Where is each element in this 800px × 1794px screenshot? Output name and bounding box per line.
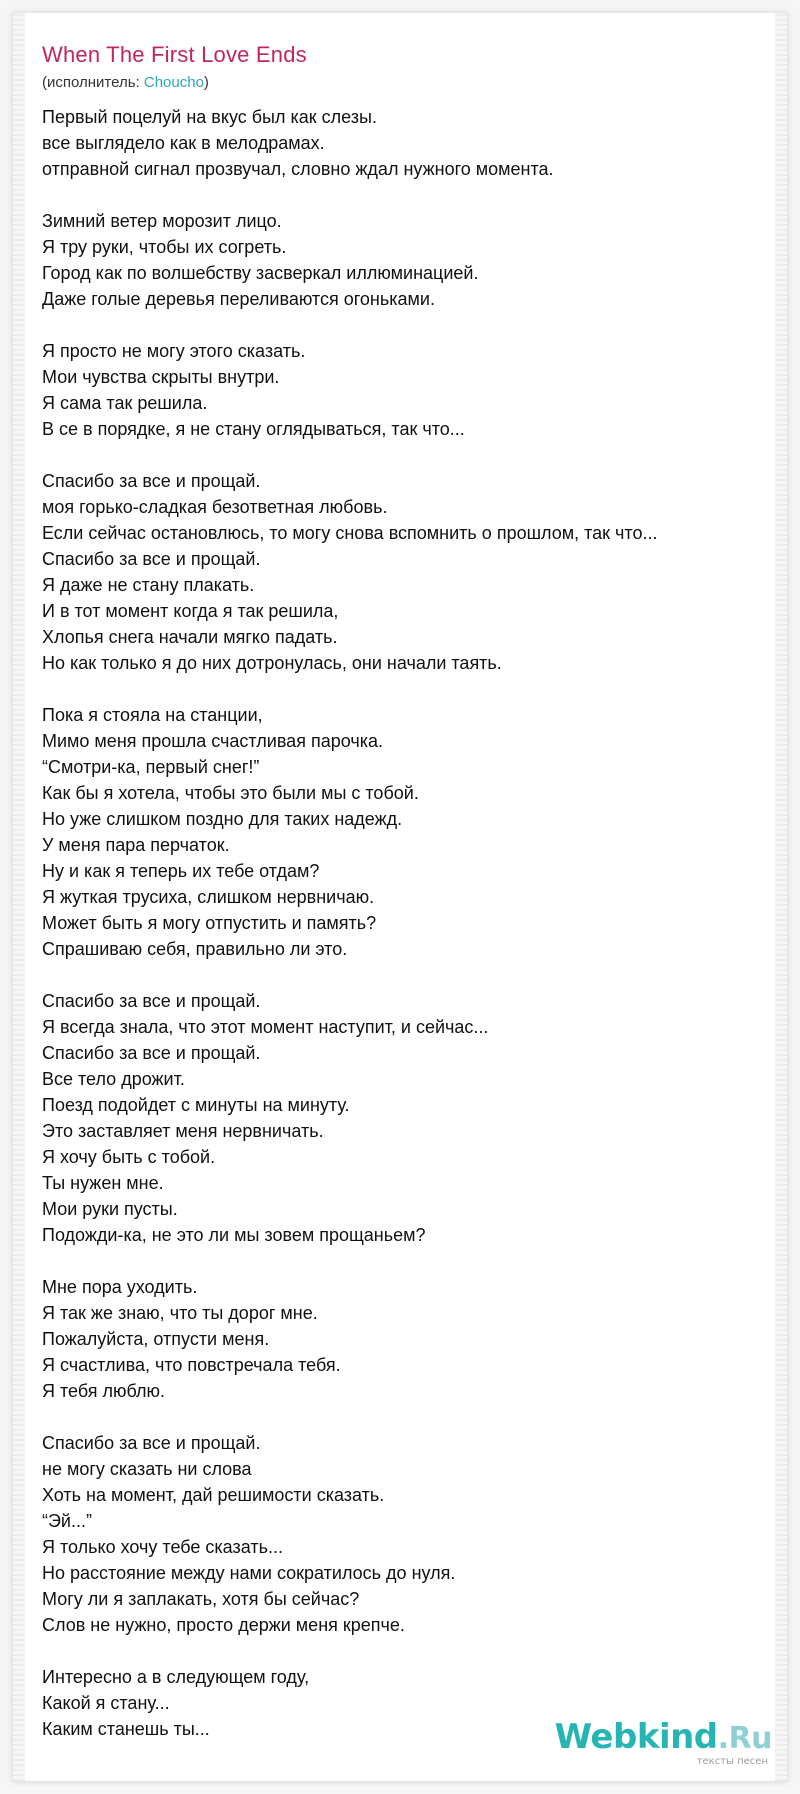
lyrics-line: Спасибо за все и прощай.: [42, 1043, 261, 1063]
lyrics-line: Но уже слишком поздно для таких надежд.: [42, 809, 403, 829]
lyrics-line: Но расстояние между нами сократилось до нуля.: [42, 1563, 456, 1583]
lyrics-stanza: [42, 468, 762, 676]
site-logo[interactable]: [554, 1717, 772, 1768]
logo-tagline: тексты песен: [696, 1756, 768, 1767]
lyrics-line: Спасибо за все и прощай.: [42, 991, 261, 1011]
artist-suffix: ): [203, 74, 209, 91]
right-edge-decoration: [775, 13, 787, 1781]
lyrics-line: Поезд подойдет с минуты на минуту.: [42, 1095, 350, 1115]
logo-wordmark: [554, 1717, 772, 1757]
lyrics-line: Пока я стояла на станции,: [42, 705, 263, 725]
lyrics-line: Я даже не стану плакать.: [42, 575, 255, 595]
lyrics-line: Ну и как я теперь их тебе отдам?: [42, 861, 320, 881]
lyrics-line: Спрашиваю себя, правильно ли это.: [42, 939, 348, 959]
lyrics-line: Хлопья снега начали мягко падать.: [42, 627, 338, 647]
lyrics-stanza: [42, 338, 762, 442]
lyrics-line: Спасибо за все и прощай.: [42, 549, 261, 569]
lyrics-line: моя горько-сладкая безответная любовь.: [42, 497, 388, 517]
lyrics-line: Город как по волшебству засверкал иллюминацией.: [42, 263, 479, 283]
lyrics-line: Все тело дрожит.: [42, 1069, 185, 1089]
lyrics-line: Я тебя люблю.: [42, 1381, 166, 1401]
lyrics-line: “Смотри-ка, первый снег!”: [42, 757, 260, 777]
lyrics-stanza: [42, 208, 762, 312]
lyrics-line: не могу сказать ни слова: [42, 1459, 252, 1479]
lyrics-line: все выглядело как в мелодрамах.: [42, 133, 325, 153]
lyrics-body: [42, 104, 762, 1768]
lyrics-line: У меня пара перчаток.: [42, 835, 230, 855]
lyrics-line: Могу ли я заплакать, хотя бы сейчас?: [42, 1589, 360, 1609]
lyrics-line: Как бы я хотела, чтобы это были мы с тобой.: [42, 783, 419, 803]
artist-link[interactable]: Choucho: [143, 74, 204, 91]
lyrics-line: Даже голые деревья переливаются огоньками.: [42, 289, 435, 309]
lyrics-line: Пожалуйста, отпусти меня.: [42, 1329, 270, 1349]
lyrics-line: Интересно а в следующем году,: [42, 1667, 310, 1687]
lyrics-line: Подожди-ка, не это ли мы зовем прощаньем?: [42, 1225, 426, 1245]
lyrics-line: Спасибо за все и прощай.: [42, 1433, 261, 1453]
lyrics-line: Может быть я могу отпустить и память?: [42, 913, 377, 933]
lyrics-line: Я счастлива, что повстречала тебя.: [42, 1355, 341, 1375]
lyrics-line: Я только хочу тебе сказать...: [42, 1537, 283, 1557]
lyrics-line: Спасибо за все и прощай.: [42, 471, 261, 491]
lyrics-line: Первый поцелуй на вкус был как слезы.: [42, 107, 377, 127]
lyrics-line: Мои чувства скрыты внутри.: [42, 367, 280, 387]
lyrics-line: Я тру руки, чтобы их согреть.: [42, 237, 287, 257]
logo-domain-suffix: .Ru: [717, 1721, 772, 1756]
lyrics-line: В се в порядке, я не стану оглядываться, так что...: [42, 419, 465, 439]
lyrics-line: Я жуткая трусиха, слишком нервничаю.: [42, 887, 375, 907]
lyrics-line: Но как только я до них дотронулась, они начали таять.: [42, 653, 502, 673]
lyrics-line: Зимний ветер морозит лицо.: [42, 211, 282, 231]
lyrics-line: Я просто не могу этого сказать.: [42, 341, 306, 361]
lyrics-line: Ты нужен мне.: [42, 1173, 164, 1193]
lyrics-stanza: [42, 702, 762, 962]
lyrics-line: И в тот момент когда я так решила,: [42, 601, 339, 621]
left-edge-decoration: [13, 13, 25, 1781]
lyrics-stanza: [42, 1274, 762, 1404]
lyrics-line: Это заставляет меня нервничать.: [42, 1121, 324, 1141]
lyrics-line: Я всегда знала, что этот момент наступит, и сейчас...: [42, 1017, 489, 1037]
artist-line: [42, 74, 209, 91]
lyrics-stanza: [42, 1430, 762, 1638]
lyrics-line: отправной сигнал прозвучал, словно ждал нужного момента.: [42, 159, 554, 179]
lyrics-line: Хоть на момент, дай решимости сказать.: [42, 1485, 385, 1505]
lyrics-stanza: [42, 988, 762, 1248]
lyrics-line: Я хочу быть с тобой.: [42, 1147, 216, 1167]
lyrics-line: Каким станешь ты...: [42, 1719, 210, 1739]
lyrics-line: Мои руки пусты.: [42, 1199, 178, 1219]
lyrics-line: “Эй...”: [42, 1511, 92, 1531]
lyrics-line: Слов не нужно, просто держи меня крепче.: [42, 1615, 405, 1635]
lyrics-line: Я сама так решила.: [42, 393, 208, 413]
lyrics-line: Мимо меня прошла счастливая парочка.: [42, 731, 383, 751]
lyrics-line: Мне пора уходить.: [42, 1277, 198, 1297]
song-title: When The First Love Ends: [42, 42, 307, 67]
logo-main-text: Webkind: [554, 1717, 718, 1757]
lyrics-line: Я так же знаю, что ты дорог мне.: [42, 1303, 318, 1323]
lyrics-line: Какой я стану...: [42, 1693, 170, 1713]
artist-prefix: (исполнитель:: [42, 74, 144, 91]
lyrics-stanza: [42, 104, 762, 182]
lyrics-line: Если сейчас остановлюсь, то могу снова вспомнить о прошлом, так что...: [42, 523, 658, 543]
